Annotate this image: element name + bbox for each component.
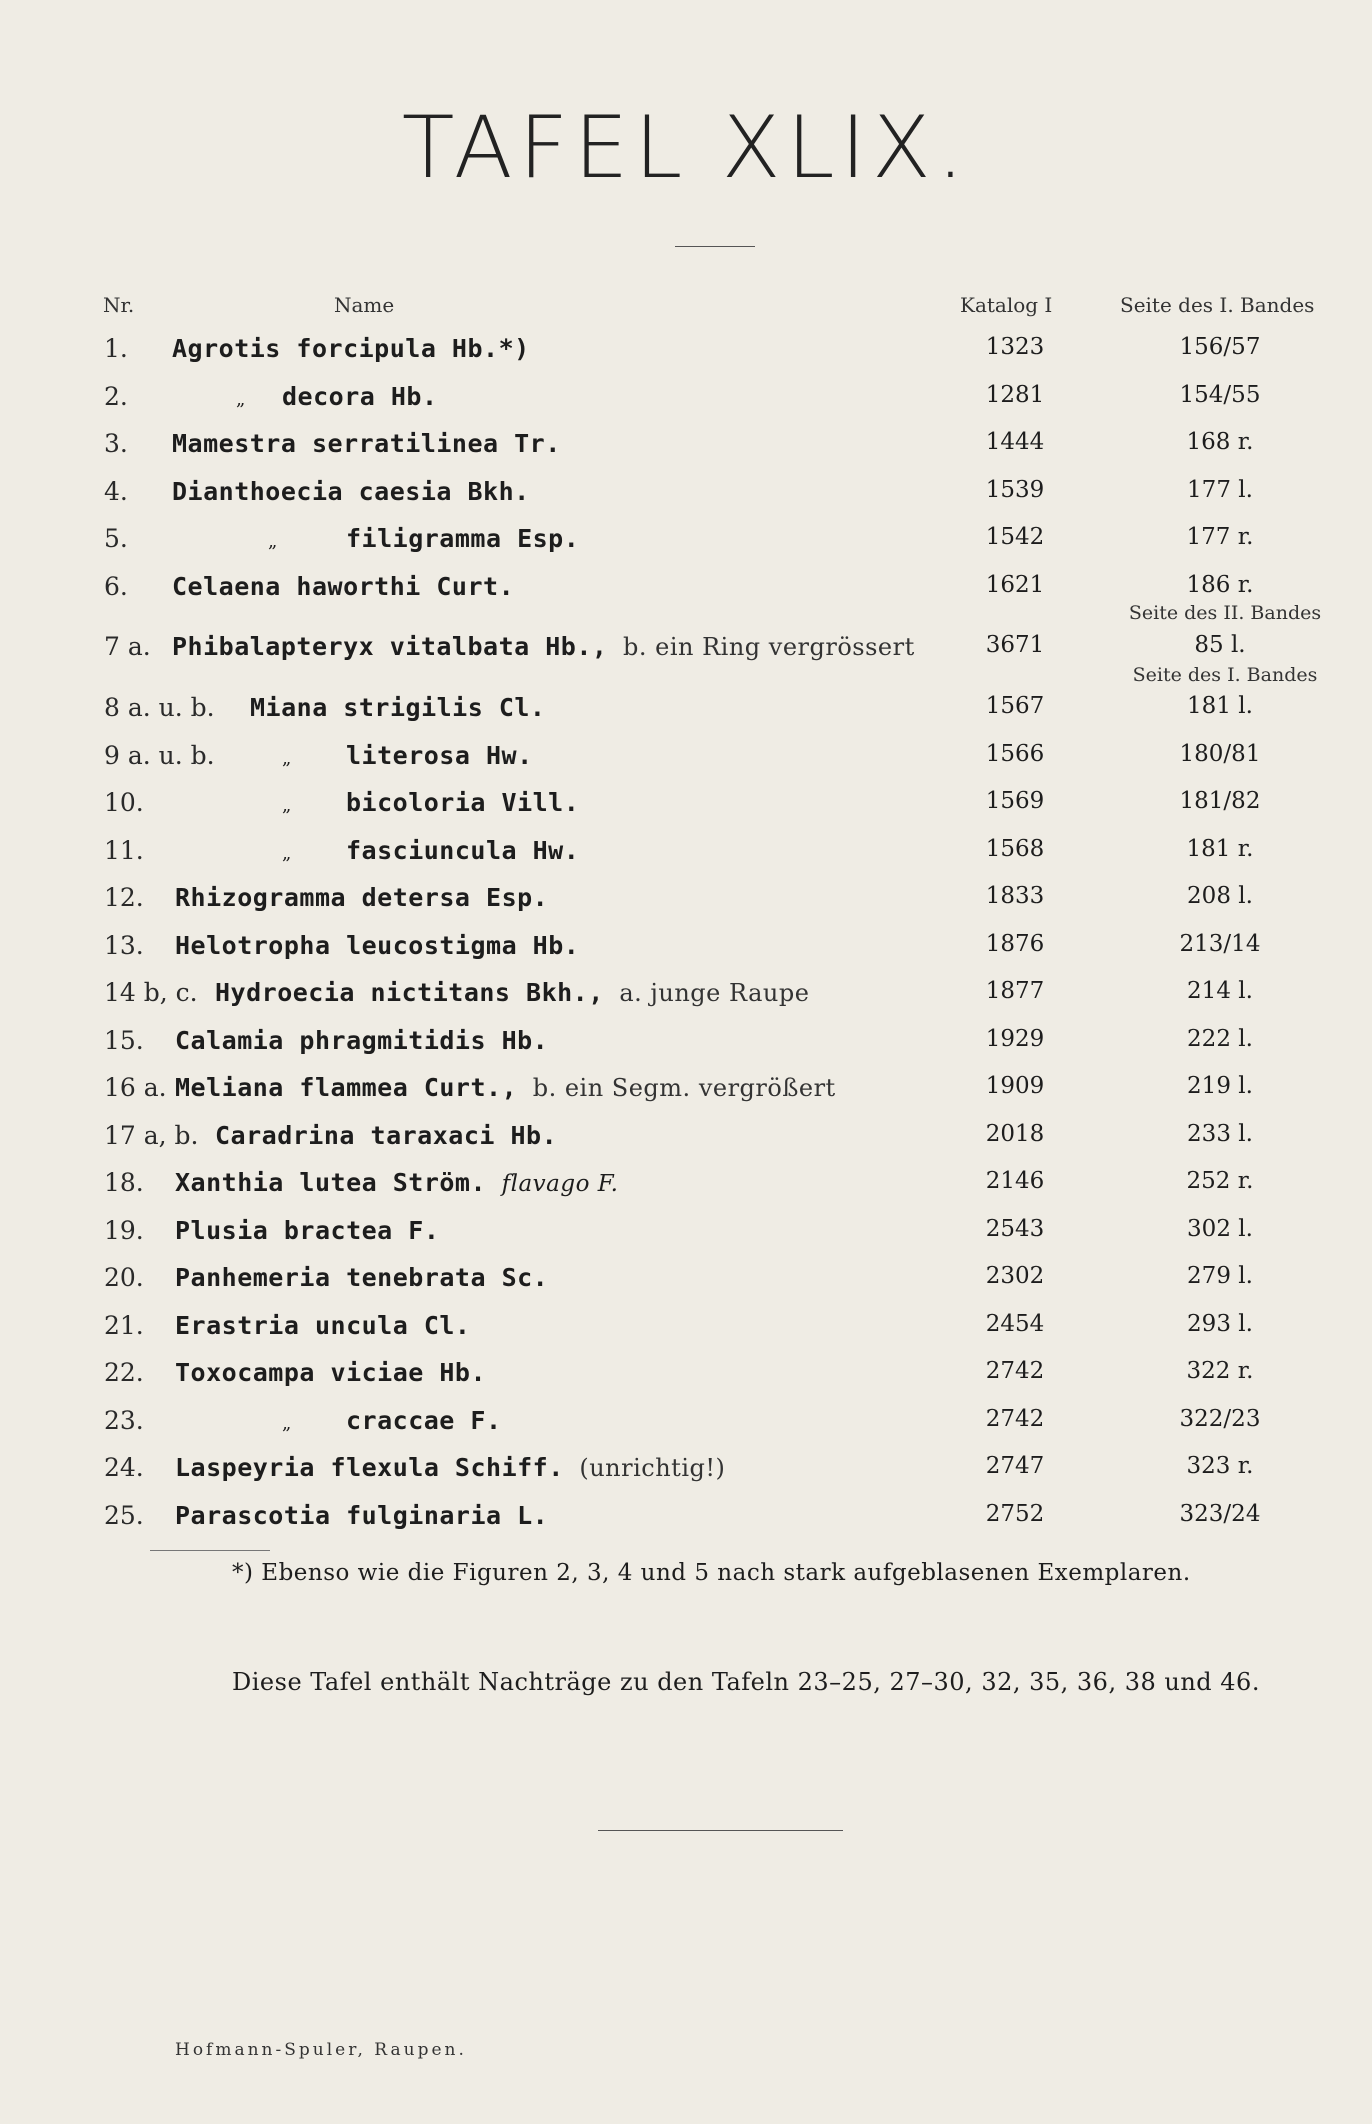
species-name: Miana strigilis Cl. bbox=[250, 693, 546, 722]
katalog-number: 2543 bbox=[985, 1216, 1045, 1242]
katalog-number: 2742 bbox=[985, 1406, 1045, 1432]
katalog-number: 1567 bbox=[985, 693, 1045, 719]
ditto-mark: „ bbox=[282, 843, 292, 864]
title-divider bbox=[675, 246, 755, 247]
row-number: 9 a. u. b. bbox=[104, 741, 215, 770]
page-reference: 181 l. bbox=[1187, 693, 1253, 719]
katalog-number: 1909 bbox=[985, 1073, 1045, 1099]
species-name: fasciuncula Hw. bbox=[346, 836, 580, 865]
page-reference: 214 l. bbox=[1187, 978, 1253, 1004]
table-row bbox=[0, 1311, 1372, 1351]
subheader-seite-ii: Seite des II. Bandes bbox=[1128, 602, 1322, 624]
table-row bbox=[0, 1406, 1372, 1446]
row-number: 3. bbox=[104, 429, 128, 458]
page-reference: 180/81 bbox=[1179, 741, 1261, 767]
species-name: Calamia phragmitidis Hb. bbox=[175, 1026, 549, 1055]
page-reference: 181/82 bbox=[1179, 788, 1261, 814]
row-number: 4. bbox=[104, 477, 128, 506]
katalog-number: 1568 bbox=[985, 836, 1045, 862]
page-reference: 233 l. bbox=[1187, 1121, 1253, 1147]
species-name: Erastria uncula Cl. bbox=[175, 1311, 471, 1340]
species-name: Agrotis forcipula Hb.*) bbox=[172, 334, 530, 363]
table-row bbox=[0, 632, 1372, 672]
table-row bbox=[0, 978, 1372, 1018]
page-reference: 323/24 bbox=[1179, 1501, 1261, 1527]
table-row bbox=[0, 1358, 1372, 1398]
katalog-number: 2018 bbox=[985, 1121, 1045, 1147]
imprint: Hofmann-Spuler, Raupen. bbox=[175, 2040, 467, 2060]
ditto-mark: „ bbox=[282, 1413, 292, 1434]
table-row bbox=[0, 572, 1372, 612]
katalog-number: 1539 bbox=[985, 477, 1045, 503]
page-reference: 302 l. bbox=[1187, 1216, 1253, 1242]
species-name: Xanthia lutea Ström. bbox=[175, 1168, 487, 1197]
row-number: 24. bbox=[104, 1453, 144, 1482]
page-reference: 213/14 bbox=[1179, 931, 1261, 957]
row-number: 17 a, b. bbox=[104, 1121, 199, 1150]
row-number: 10. bbox=[104, 788, 144, 817]
table-row bbox=[0, 1121, 1372, 1161]
page-reference: 156/57 bbox=[1179, 334, 1261, 360]
page-reference: 322/23 bbox=[1179, 1406, 1261, 1432]
table-row bbox=[0, 1168, 1372, 1208]
row-number: 16 a. bbox=[104, 1073, 167, 1102]
ditto-mark: „ bbox=[236, 389, 246, 410]
species-name: Toxocampa viciae Hb. bbox=[175, 1358, 487, 1387]
species-name: Rhizogramma detersa Esp. bbox=[175, 883, 549, 912]
katalog-number: 1876 bbox=[985, 931, 1045, 957]
katalog-number: 2146 bbox=[985, 1168, 1045, 1194]
species-name: literosa Hw. bbox=[346, 741, 533, 770]
row-number: 23. bbox=[104, 1406, 144, 1435]
footnote: *) Ebenso wie die Figuren 2, 3, 4 und 5 nach stark aufgeblasenen Exemplaren. bbox=[232, 1560, 1191, 1586]
column-header-katalog: Katalog I bbox=[960, 293, 1053, 317]
species-name: decora Hb. bbox=[282, 382, 438, 411]
katalog-number: 1569 bbox=[985, 788, 1045, 814]
page-title: TAFEL XLIX. bbox=[401, 98, 971, 198]
column-header-name: Name bbox=[334, 293, 395, 317]
row-number: 19. bbox=[104, 1216, 144, 1245]
katalog-number: 1281 bbox=[985, 382, 1045, 408]
row-number: 13. bbox=[104, 931, 144, 960]
katalog-number: 2742 bbox=[985, 1358, 1045, 1384]
species-note: b. ein Ring vergrössert bbox=[623, 633, 915, 661]
column-header-seite: Seite des I. Bandes bbox=[1120, 293, 1315, 317]
row-number: 5. bbox=[104, 524, 128, 553]
table-row bbox=[0, 693, 1372, 733]
table-row bbox=[0, 883, 1372, 923]
ditto-mark: „ bbox=[282, 748, 292, 769]
bottom-divider bbox=[598, 1830, 843, 1831]
katalog-number: 1877 bbox=[985, 978, 1045, 1004]
page-reference: 181 r. bbox=[1186, 836, 1254, 862]
species-name: filigramma Esp. bbox=[346, 524, 580, 553]
species-name: Meliana flammea Curt., bbox=[175, 1073, 518, 1102]
species-note: a. junge Raupe bbox=[619, 979, 810, 1007]
row-number: 15. bbox=[104, 1026, 144, 1055]
footnote-divider bbox=[150, 1550, 270, 1551]
species-name: Laspeyria flexula Schiff. bbox=[175, 1453, 564, 1482]
species-name: Phibalapteryx vitalbata Hb., bbox=[172, 632, 608, 661]
species-name: Panhemeria tenebrata Sc. bbox=[175, 1263, 549, 1292]
row-number: 14 b, c. bbox=[104, 978, 198, 1007]
species-name: Hydroecia nictitans Bkh., bbox=[215, 978, 604, 1007]
table-row bbox=[0, 788, 1372, 828]
ditto-mark: „ bbox=[268, 531, 278, 552]
katalog-number: 1833 bbox=[985, 883, 1045, 909]
plate-note: Diese Tafel enthält Nachträge zu den Tafeln 23–25, 27–30, 32, 35, 36, 38 und 46. bbox=[232, 1668, 1260, 1696]
katalog-number: 1542 bbox=[985, 524, 1045, 550]
katalog-number: 1621 bbox=[985, 572, 1045, 598]
row-number: 1. bbox=[104, 334, 128, 363]
page-reference: 186 r. bbox=[1186, 572, 1254, 598]
katalog-number: 2302 bbox=[985, 1263, 1045, 1289]
table-row bbox=[0, 836, 1372, 876]
page-reference: 219 l. bbox=[1187, 1073, 1253, 1099]
katalog-number: 2747 bbox=[985, 1453, 1045, 1479]
row-number: 25. bbox=[104, 1501, 144, 1530]
page-reference: 208 l. bbox=[1187, 883, 1253, 909]
page-reference: 293 l. bbox=[1187, 1311, 1253, 1337]
table-row bbox=[0, 382, 1372, 422]
species-name: Caradrina taraxaci Hb. bbox=[215, 1121, 558, 1150]
row-number: 11. bbox=[104, 836, 144, 865]
page-reference: 85 l. bbox=[1194, 632, 1246, 658]
row-number: 2. bbox=[104, 382, 128, 411]
row-number: 6. bbox=[104, 572, 128, 601]
table-row bbox=[0, 931, 1372, 971]
table-row bbox=[0, 1216, 1372, 1256]
species-name: Parascotia fulginaria L. bbox=[175, 1501, 549, 1530]
row-number: 7 a. bbox=[104, 632, 151, 661]
species-name: bicoloria Vill. bbox=[346, 788, 580, 817]
katalog-number: 1444 bbox=[985, 429, 1045, 455]
species-name: Dianthoecia caesia Bkh. bbox=[172, 477, 530, 506]
species-note: (unrichtig!) bbox=[579, 1454, 726, 1482]
table-row bbox=[0, 1263, 1372, 1303]
row-number: 18. bbox=[104, 1168, 144, 1197]
species-name: Plusia bractea F. bbox=[175, 1216, 440, 1245]
row-number: 12. bbox=[104, 883, 144, 912]
katalog-number: 2752 bbox=[985, 1501, 1045, 1527]
column-header-nr: Nr. bbox=[103, 293, 135, 317]
page-reference: 252 r. bbox=[1186, 1168, 1254, 1194]
table-row bbox=[0, 1026, 1372, 1066]
row-number: 22. bbox=[104, 1358, 144, 1387]
table-row bbox=[0, 334, 1372, 374]
page-reference: 323 r. bbox=[1186, 1453, 1254, 1479]
subheader-seite-i: Seite des I. Bandes bbox=[1132, 664, 1318, 686]
page-reference: 177 l. bbox=[1187, 477, 1253, 503]
ditto-mark: „ bbox=[282, 795, 292, 816]
species-name: Celaena haworthi Curt. bbox=[172, 572, 515, 601]
katalog-number: 1929 bbox=[985, 1026, 1045, 1052]
species-name: Mamestra serratilinea Tr. bbox=[172, 429, 561, 458]
row-number: 8 a. u. b. bbox=[104, 693, 215, 722]
table-row bbox=[0, 741, 1372, 781]
page-reference: 279 l. bbox=[1187, 1263, 1253, 1289]
table-row bbox=[0, 477, 1372, 517]
species-name: Helotropha leucostigma Hb. bbox=[175, 931, 580, 960]
species-name: craccae F. bbox=[346, 1406, 502, 1435]
table-row bbox=[0, 429, 1372, 469]
katalog-number: 1323 bbox=[985, 334, 1045, 360]
page-reference: 322 r. bbox=[1186, 1358, 1254, 1384]
table-row bbox=[0, 1453, 1372, 1493]
table-row bbox=[0, 1501, 1372, 1541]
species-note: flavago F. bbox=[501, 1171, 619, 1197]
katalog-number: 3671 bbox=[985, 632, 1045, 658]
table-row bbox=[0, 524, 1372, 564]
page-reference: 154/55 bbox=[1179, 382, 1261, 408]
page-reference: 177 r. bbox=[1186, 524, 1254, 550]
page-reference: 222 l. bbox=[1187, 1026, 1253, 1052]
row-number: 20. bbox=[104, 1263, 144, 1292]
row-number: 21. bbox=[104, 1311, 144, 1340]
page-reference: 168 r. bbox=[1186, 429, 1254, 455]
katalog-number: 1566 bbox=[985, 741, 1045, 767]
table-row bbox=[0, 1073, 1372, 1113]
katalog-number: 2454 bbox=[985, 1311, 1045, 1337]
species-note: b. ein Segm. vergrößert bbox=[532, 1074, 836, 1102]
